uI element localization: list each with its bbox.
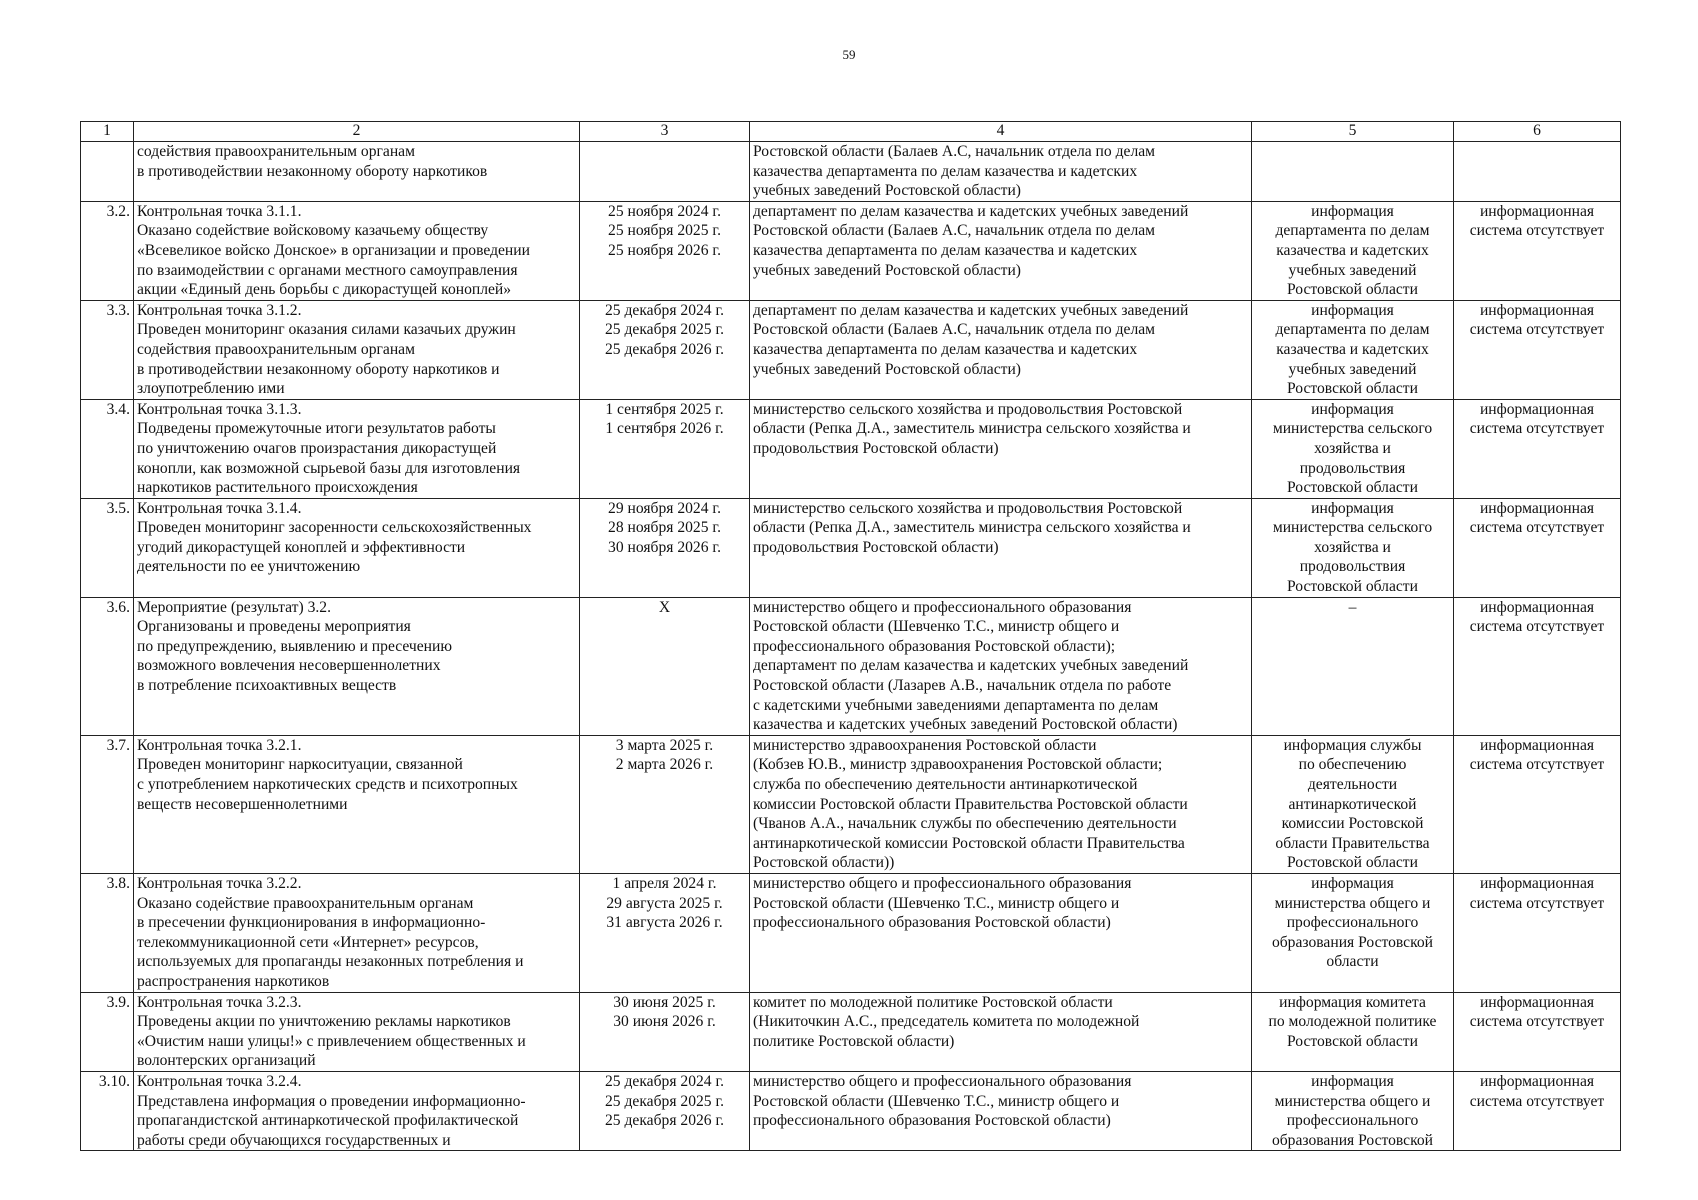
cell-line: телекоммуникационной сети «Интернет» ресурсов,: [137, 933, 479, 951]
cell-line: Ростовской области: [1287, 479, 1418, 497]
cell-line: 1 апреля 2024 г.: [612, 874, 717, 892]
cell-line: система отсутствует: [1469, 618, 1605, 636]
cell-line: по уничтожению очагов произрастания дикорастущей: [137, 439, 497, 457]
cell-line: Представлена информация о проведении информационно-: [137, 1092, 526, 1110]
cell-line: система отсутствует: [1469, 222, 1605, 240]
cell-line: система отсутствует: [1469, 420, 1605, 438]
cell-line: волонтерских организаций: [137, 1052, 316, 1070]
cell-line: Ростовской области: [1287, 1032, 1418, 1050]
cell-line: работы среди обучающихся государственных и: [137, 1131, 451, 1149]
cell-line: казачества департамента по делам казачества и кадетских: [753, 340, 1138, 358]
cell-line: злоупотреблению ими: [137, 380, 285, 398]
due-date-cell: [580, 399, 750, 498]
due-date-cell: [580, 735, 750, 873]
cell-line: 1 сентября 2025 г.: [605, 400, 724, 418]
table-row: [81, 201, 1621, 300]
due-date-cell: [580, 597, 750, 735]
cell-line: в противодействии незаконному обороту наркотиков: [137, 162, 488, 180]
document-cell: [1252, 597, 1454, 735]
cell-line: министерство общего и профессионального образования: [753, 598, 1132, 616]
cell-line: 29 ноября 2024 г.: [608, 499, 721, 517]
cell-line: система отсутствует: [1469, 1013, 1605, 1031]
due-date-cell: [580, 498, 750, 597]
due-date-cell: [580, 1071, 750, 1150]
description-cell: [134, 142, 580, 202]
cell-line: по взаимодействии с органами местного самоуправления: [137, 261, 518, 279]
responsible-cell: [750, 142, 1252, 202]
cell-line: по молодежной политике: [1268, 1013, 1437, 1031]
column-header: 1: [81, 122, 134, 142]
cell-line: казачества департамента по делам казачества и кадетских: [753, 241, 1138, 259]
table-row: [81, 399, 1621, 498]
cell-line: веществ несовершеннолетними: [137, 795, 348, 813]
info-system-cell: [1454, 597, 1621, 735]
table-row: [81, 300, 1621, 399]
cell-line: информация: [1311, 499, 1394, 517]
cell-line: казачества и кадетских: [1276, 241, 1429, 259]
info-system-cell: [1454, 992, 1621, 1071]
info-system-cell: [1454, 300, 1621, 399]
cell-line: 2 марта 2026 г.: [615, 756, 714, 774]
cell-line: области (Репка Д.А., заместитель министра сельского хозяйства и: [753, 420, 1191, 438]
description-cell: [134, 201, 580, 300]
cell-line: информационная: [1479, 301, 1595, 319]
cell-line: антинаркотической комиссии Ростовской области Правительства: [753, 834, 1185, 852]
cell-line: Ростовской области (Шевченко Т.С., министр общего и: [753, 1092, 1120, 1110]
cell-line: «Всевеликое войско Донское» в организации и проведении: [137, 241, 530, 259]
row-number-cell: 3.4.: [81, 399, 134, 498]
cell-line: система отсутствует: [1469, 1092, 1605, 1110]
description-cell: [134, 498, 580, 597]
row-number-cell: 3.7.: [81, 735, 134, 873]
cell-line: Проведен мониторинг оказания силами казачьих дружин: [137, 321, 516, 339]
cell-line: Проведены акции по уничтожению рекламы наркотиков: [137, 1013, 511, 1031]
column-header: 5: [1252, 122, 1454, 142]
cell-line: Контрольная точка 3.1.2.: [137, 301, 302, 319]
cell-line: министерства сельского: [1272, 420, 1433, 438]
document-cell: [1252, 992, 1454, 1071]
responsible-cell: [750, 399, 1252, 498]
cell-line: Контрольная точка 3.2.3.: [137, 993, 302, 1011]
cell-line: хозяйства и: [1314, 538, 1391, 556]
cell-line: политике Ростовской области): [753, 1032, 955, 1050]
cell-line: учебных заведений: [1288, 360, 1417, 378]
document-cell: [1252, 498, 1454, 597]
cell-line: 30 июня 2026 г.: [613, 1013, 716, 1031]
due-date-cell: [580, 142, 750, 202]
responsible-cell: [750, 873, 1252, 992]
responsible-cell: [750, 597, 1252, 735]
cell-line: министерство сельского хозяйства и продовольствия Ростовской: [753, 499, 1183, 517]
cell-line: информационная: [1479, 400, 1595, 418]
due-date-cell: [580, 992, 750, 1071]
column-header: 3: [580, 122, 750, 142]
cell-line: департамента по делам: [1275, 321, 1430, 339]
cell-line: информация службы: [1283, 736, 1422, 754]
cell-line: Контрольная точка 3.2.1.: [137, 736, 302, 754]
cell-line: Проведен мониторинг наркоситуации, связанной: [137, 756, 463, 774]
responsible-cell: [750, 498, 1252, 597]
row-number-cell: 3.3.: [81, 300, 134, 399]
due-date-cell: [580, 201, 750, 300]
table-row: [81, 597, 1621, 735]
cell-line: образования Ростовской: [1271, 1131, 1434, 1149]
info-system-cell: [1454, 873, 1621, 992]
cell-line: в потребление психоактивных веществ: [137, 677, 397, 695]
info-system-cell: [1454, 735, 1621, 873]
cell-line: 25 ноября 2026 г.: [608, 241, 721, 259]
cell-line: продовольствия: [1299, 459, 1406, 477]
cell-line: деятельности: [1307, 776, 1398, 793]
cell-line: 25 ноября 2025 г.: [608, 222, 721, 240]
cell-line: информационная: [1479, 874, 1595, 892]
cell-line: Ростовской области (Балаев А.С, начальник отдела по делам: [753, 143, 1156, 160]
cell-line: учебных заведений Ростовской области): [753, 261, 1022, 279]
responsible-cell: [750, 1071, 1252, 1150]
cell-line: 25 декабря 2026 г.: [604, 340, 725, 358]
document-cell: [1252, 201, 1454, 300]
cell-line: учебных заведений: [1288, 261, 1417, 279]
cell-line: с употреблением наркотических средств и психотропных: [137, 776, 518, 793]
cell-line: Ростовской области (Лазарев А.В., начальник отдела по работе: [753, 677, 1172, 695]
responsible-cell: [750, 735, 1252, 873]
cell-line: система отсутствует: [1469, 894, 1605, 912]
cell-line: Ростовской области: [1287, 380, 1418, 398]
due-date-cell: [580, 300, 750, 399]
cell-line: 25 декабря 2025 г.: [604, 1092, 725, 1110]
document-cell: [1252, 1071, 1454, 1150]
cell-line: министерства общего и: [1274, 894, 1431, 912]
info-system-cell: [1454, 1071, 1621, 1150]
cell-line: антинаркотической: [1288, 795, 1417, 813]
cell-line: наркотиков растительного происхождения: [137, 479, 418, 497]
column-header: 4: [750, 122, 1252, 142]
info-system-cell: [1454, 142, 1621, 202]
cell-line: служба по обеспечению деятельности антинаркотической: [753, 776, 1138, 793]
cell-line: профессионального образования Ростовской области): [753, 914, 1111, 932]
cell-line: министерство общего и профессионального образования: [753, 874, 1132, 892]
cell-line: профессионального образования Ростовской области);: [753, 637, 1116, 655]
cell-line: профессионального образования Ростовской области): [753, 1112, 1111, 1130]
cell-line: области (Репка Д.А., заместитель министра сельского хозяйства и: [753, 519, 1191, 537]
cell-line: области: [1326, 953, 1379, 971]
cell-line: система отсутствует: [1469, 321, 1605, 339]
responsible-cell: [750, 300, 1252, 399]
cell-line: деятельности по ее уничтожению: [137, 558, 361, 576]
cell-line: профессионального: [1286, 914, 1419, 932]
table-row: [81, 735, 1621, 873]
cell-line: Ростовской области: [1287, 854, 1418, 872]
cell-line: Ростовской области: [1287, 281, 1418, 299]
cell-line: Мероприятие (результат) 3.2.: [137, 598, 331, 616]
plan-table: [80, 121, 1621, 1151]
cell-line: Ростовской области: [1287, 578, 1418, 596]
cell-line: Контрольная точка 3.1.3.: [137, 400, 302, 418]
cell-line: информационная: [1479, 993, 1595, 1011]
page-number: 59: [842, 47, 856, 62]
cell-line: с кадетскими учебными заведениями департамента по делам: [753, 696, 1159, 714]
row-number-cell: 3.2.: [81, 201, 134, 300]
cell-line: министерства сельского: [1272, 519, 1433, 537]
cell-line: 25 ноября 2024 г.: [608, 202, 721, 220]
document-cell: [1252, 873, 1454, 992]
row-number-cell: 3.6.: [81, 597, 134, 735]
cell-line: казачества и кадетских учебных заведений Ростовской области): [753, 716, 1178, 734]
cell-line: департамент по делам казачества и кадетских учебных заведений: [753, 301, 1189, 319]
cell-line: комиссии Ростовской: [1281, 815, 1424, 833]
table-body: [81, 142, 1621, 1151]
cell-line: информационная: [1479, 736, 1595, 754]
column-header: 6: [1454, 122, 1621, 142]
cell-line: –: [1348, 598, 1357, 616]
row-number-cell: 3.8.: [81, 873, 134, 992]
cell-line: информационная: [1479, 1072, 1595, 1090]
cell-line: Проведен мониторинг засоренности сельскохозяйственных: [137, 519, 532, 537]
cell-line: система отсутствует: [1469, 756, 1605, 774]
responsible-cell: [750, 992, 1252, 1071]
cell-line: 28 ноября 2025 г.: [608, 519, 721, 537]
description-cell: [134, 399, 580, 498]
cell-line: профессионального: [1286, 1112, 1419, 1130]
cell-line: Ростовской области (Шевченко Т.С., министр общего и: [753, 618, 1120, 636]
cell-line: (Никиточкин А.С., председатель комитета по молодежной: [753, 1013, 1140, 1031]
row-number-cell: [81, 142, 134, 202]
cell-line: возможного вовлечения несовершеннолетних: [137, 657, 441, 675]
cell-line: области Правительства: [1275, 834, 1430, 852]
description-cell: [134, 735, 580, 873]
description-cell: [134, 300, 580, 399]
cell-line: в противодействии незаконному обороту наркотиков и: [137, 360, 500, 378]
table-row: [81, 498, 1621, 597]
cell-line: комиссии Ростовской области Правительства Ростовской области: [753, 795, 1188, 813]
cell-line: содействия правоохранительным органам: [137, 340, 415, 358]
cell-line: казачества департамента по делам казачества и кадетских: [753, 162, 1138, 180]
cell-line: пропагандистской антинаркотической профилактической: [137, 1112, 519, 1130]
cell-line: (Кобзев Ю.В., министр здравоохранения Ростовской области;: [753, 756, 1163, 774]
info-system-cell: [1454, 498, 1621, 597]
cell-line: Подведены промежуточные итоги результатов работы: [137, 420, 496, 438]
cell-line: по предупреждению, выявлению и пресечению: [137, 637, 453, 655]
cell-line: продовольствия: [1299, 558, 1406, 576]
cell-line: 1 сентября 2026 г.: [605, 420, 724, 438]
cell-line: департамент по делам казачества и кадетских учебных заведений: [753, 202, 1189, 220]
cell-line: Контрольная точка 3.1.4.: [137, 499, 302, 517]
info-system-cell: [1454, 201, 1621, 300]
cell-line: содействия правоохранительным органам: [137, 143, 415, 160]
description-cell: [134, 597, 580, 735]
cell-line: хозяйства и: [1314, 439, 1391, 457]
cell-line: продовольствия Ростовской области): [753, 439, 999, 457]
cell-line: информация: [1311, 301, 1394, 319]
document-cell: [1252, 735, 1454, 873]
table-row: [81, 142, 1621, 202]
cell-line: информационная: [1479, 499, 1595, 517]
cell-line: Организованы и проведены мероприятия: [137, 618, 411, 636]
cell-line: 29 августа 2025 г.: [606, 894, 723, 912]
description-cell: [134, 873, 580, 992]
cell-line: Ростовской области (Шевченко Т.С., министр общего и: [753, 894, 1120, 912]
document-cell: [1252, 142, 1454, 202]
cell-line: информация: [1311, 1072, 1394, 1090]
document-cell: [1252, 399, 1454, 498]
cell-line: комитет по молодежной политике Ростовской области: [753, 993, 1113, 1011]
cell-line: Ростовской области)): [753, 854, 895, 872]
cell-line: 31 августа 2026 г.: [606, 914, 723, 932]
cell-line: по обеспечению: [1298, 756, 1407, 774]
cell-line: X: [658, 598, 671, 616]
cell-line: департамента по делам: [1275, 222, 1430, 240]
due-date-cell: [580, 873, 750, 992]
cell-line: Оказано содействие правоохранительным органам: [137, 894, 474, 912]
table-row: [81, 873, 1621, 992]
cell-line: учебных заведений Ростовской области): [753, 360, 1022, 378]
cell-line: акции «Единый день борьбы с дикорастущей коноплей»: [137, 281, 512, 299]
cell-line: Ростовской области (Балаев А.С, начальник отдела по делам: [753, 222, 1156, 240]
cell-line: 25 декабря 2024 г.: [604, 1072, 725, 1090]
cell-line: (Чванов А.А., начальник службы по обеспечению деятельности: [753, 815, 1177, 833]
cell-line: 25 декабря 2025 г.: [604, 321, 725, 339]
cell-line: «Очистим наши улицы!» с привлечением общественных и: [137, 1032, 526, 1050]
cell-line: используемых для пропаганды незаконных потребления и: [137, 953, 524, 971]
cell-line: Ростовской области (Балаев А.С, начальник отдела по делам: [753, 321, 1156, 339]
cell-line: угодий дикорастущей коноплей и эффективности: [137, 538, 466, 556]
column-header: 2: [134, 122, 580, 142]
description-cell: [134, 992, 580, 1071]
cell-line: 30 ноября 2026 г.: [608, 538, 721, 556]
cell-line: система отсутствует: [1469, 519, 1605, 537]
cell-line: учебных заведений Ростовской области): [753, 182, 1022, 200]
info-system-cell: [1454, 399, 1621, 498]
cell-line: 30 июня 2025 г.: [613, 993, 716, 1011]
row-number-cell: 3.10.: [81, 1071, 134, 1150]
cell-line: Контрольная точка 3.2.4.: [137, 1072, 302, 1090]
cell-line: министерство сельского хозяйства и продовольствия Ростовской: [753, 400, 1183, 418]
cell-line: министерство общего и профессионального образования: [753, 1072, 1132, 1090]
cell-line: в пресечении функционирования в информационно-: [137, 914, 486, 932]
cell-line: Оказано содействие войсковому казачьему обществу: [137, 222, 489, 240]
cell-line: 25 декабря 2024 г.: [604, 301, 725, 319]
row-number-cell: 3.9.: [81, 992, 134, 1071]
cell-line: информационная: [1479, 202, 1595, 220]
description-cell: [134, 1071, 580, 1150]
cell-line: информация комитета: [1279, 993, 1426, 1011]
cell-line: 3 марта 2025 г.: [615, 736, 714, 754]
cell-line: информация: [1311, 202, 1394, 220]
cell-line: казачества и кадетских: [1276, 340, 1429, 358]
cell-line: министерства общего и: [1274, 1092, 1431, 1110]
responsible-cell: [750, 201, 1252, 300]
cell-line: департамент по делам казачества и кадетских учебных заведений: [753, 657, 1189, 675]
cell-line: информация: [1311, 400, 1394, 418]
cell-line: Контрольная точка 3.2.2.: [137, 874, 302, 892]
document-cell: [1252, 300, 1454, 399]
cell-line: Контрольная точка 3.1.1.: [137, 202, 302, 220]
table-row: [81, 992, 1621, 1071]
cell-line: 25 декабря 2026 г.: [604, 1112, 725, 1130]
cell-line: образования Ростовской: [1271, 933, 1434, 951]
column-number-row: [81, 122, 1621, 142]
cell-line: министерство здравоохранения Ростовской области: [753, 736, 1097, 754]
cell-line: распространения наркотиков: [137, 972, 330, 990]
cell-line: информационная: [1479, 598, 1595, 616]
cell-line: информация: [1311, 874, 1394, 892]
cell-line: конопли, как возможной сырьевой базы для изготовления: [137, 459, 521, 477]
cell-line: продовольствия Ростовской области): [753, 538, 999, 556]
row-number-cell: 3.5.: [81, 498, 134, 597]
table-row: [81, 1071, 1621, 1150]
